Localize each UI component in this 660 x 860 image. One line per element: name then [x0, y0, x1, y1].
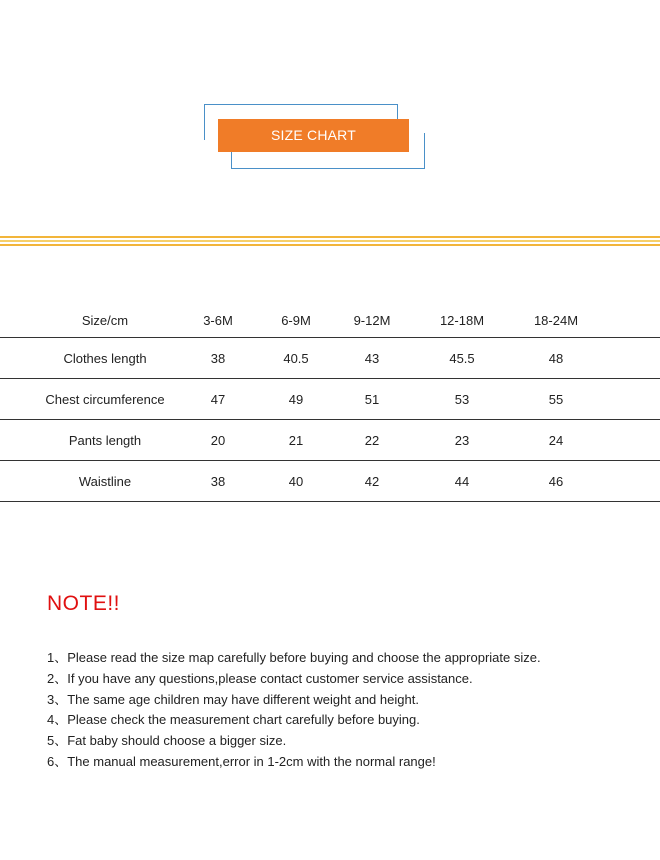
- table-cell: 43: [364, 350, 380, 366]
- note-list: [47, 648, 541, 773]
- table-cell: 46: [548, 473, 564, 489]
- stripe-line: [0, 236, 660, 238]
- stripe-line: [0, 244, 660, 246]
- table-cell: 49: [288, 391, 304, 407]
- table-cell: 48: [548, 350, 564, 366]
- table-cell: 38: [210, 350, 226, 366]
- column-header: 6-9M: [281, 313, 311, 328]
- table-cell: 42: [364, 473, 380, 489]
- note-item: 1、Please read the size map carefully before buying and choose the appropriate size.: [47, 650, 541, 665]
- column-header: 9-12M: [353, 313, 391, 328]
- table-cell: 45.5: [449, 350, 475, 366]
- table-row: [0, 379, 660, 420]
- note-item: 6、The manual measurement,error in 1-2cm with the normal range!: [47, 753, 436, 769]
- row-label: Clothes length: [63, 350, 147, 366]
- table-row: [0, 461, 660, 502]
- table-row: [0, 420, 660, 461]
- decorative-stripes: [0, 236, 660, 248]
- size-chart-banner: SIZE CHART: [218, 119, 409, 152]
- row-label: Waistline: [78, 473, 132, 489]
- column-header: 18-24M: [533, 313, 579, 328]
- note-item: 3、The same age children may have different weight and height.: [47, 691, 419, 707]
- table-cell: 40: [288, 473, 304, 489]
- table-row: [0, 338, 660, 379]
- table-cell: 20: [210, 432, 226, 448]
- table-header-row: [0, 304, 660, 338]
- size-table: [0, 304, 660, 502]
- table-cell: 24: [548, 432, 564, 448]
- row-label: Chest circumference: [45, 391, 165, 407]
- row-label: Pants length: [68, 432, 142, 448]
- table-cell: 22: [364, 432, 380, 448]
- table-cell: 51: [364, 391, 380, 407]
- note-item: 2、If you have any questions,please contact customer service assistance.: [47, 670, 473, 686]
- column-header: 3-6M: [203, 313, 233, 328]
- table-cell: 47: [210, 391, 226, 407]
- table-cell: 38: [210, 473, 226, 489]
- stripe-line: [0, 240, 660, 242]
- table-cell: 44: [454, 473, 470, 489]
- column-header: Size/cm: [81, 313, 129, 328]
- table-cell: 23: [454, 432, 470, 448]
- column-header: 12-18M: [439, 313, 485, 328]
- note-heading: NOTE!!: [47, 592, 121, 615]
- table-cell: 55: [548, 391, 564, 407]
- table-cell: 21: [288, 432, 304, 448]
- table-cell: 40.5: [283, 350, 309, 366]
- table-cell: 53: [454, 391, 470, 407]
- note-item: 4、Please check the measurement chart carefully before buying.: [47, 712, 420, 728]
- note-item: 5、Fat baby should choose a bigger size.: [47, 733, 287, 749]
